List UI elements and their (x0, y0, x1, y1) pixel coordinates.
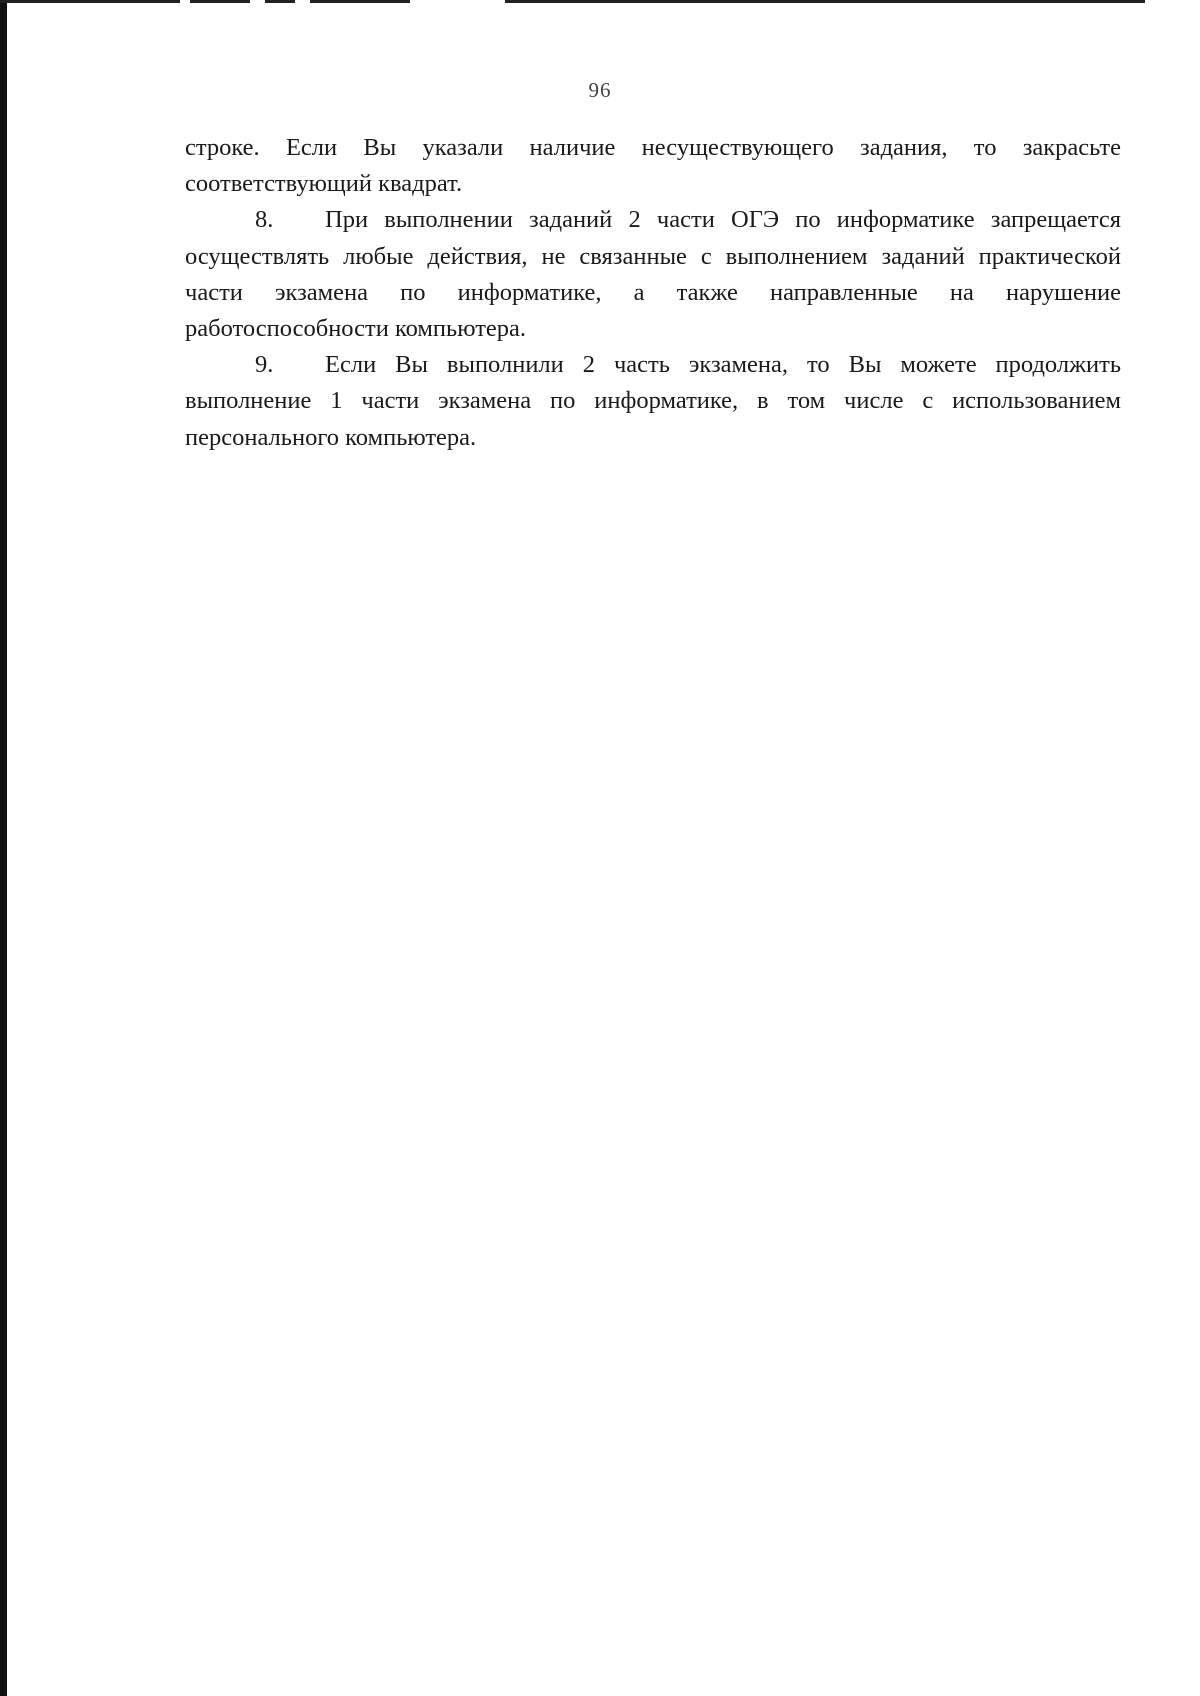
paragraph-continuation (185, 130, 1121, 202)
item-number: 9. (255, 351, 274, 379)
scan-border-left (0, 0, 7, 1696)
scan-border-top (0, 0, 1200, 3)
paragraph-item-9 (185, 347, 1121, 456)
item-number: 8. (255, 206, 274, 234)
paragraph-text: строке. Если Вы указали наличие несуществующего задания, то закрасьте соответствующий квадрат. (185, 134, 1121, 198)
paragraph-item-8 (185, 202, 1121, 347)
paragraph-text: Если Вы выполнили 2 часть экзамена, то Вы можете продолжить выполнение 1 части экзамена по информатике, в том числе с использованием персонального компьютера. (185, 351, 1121, 451)
document-body (185, 130, 1121, 456)
page-number: 96 (588, 78, 612, 102)
paragraph-text: При выполнении заданий 2 части ОГЭ по информатике запрещается осуществлять любые действия, не связанные с выполнением заданий практической части экзамена по информатике, а также направленные на нарушение работоспособности компьютера. (185, 206, 1121, 343)
